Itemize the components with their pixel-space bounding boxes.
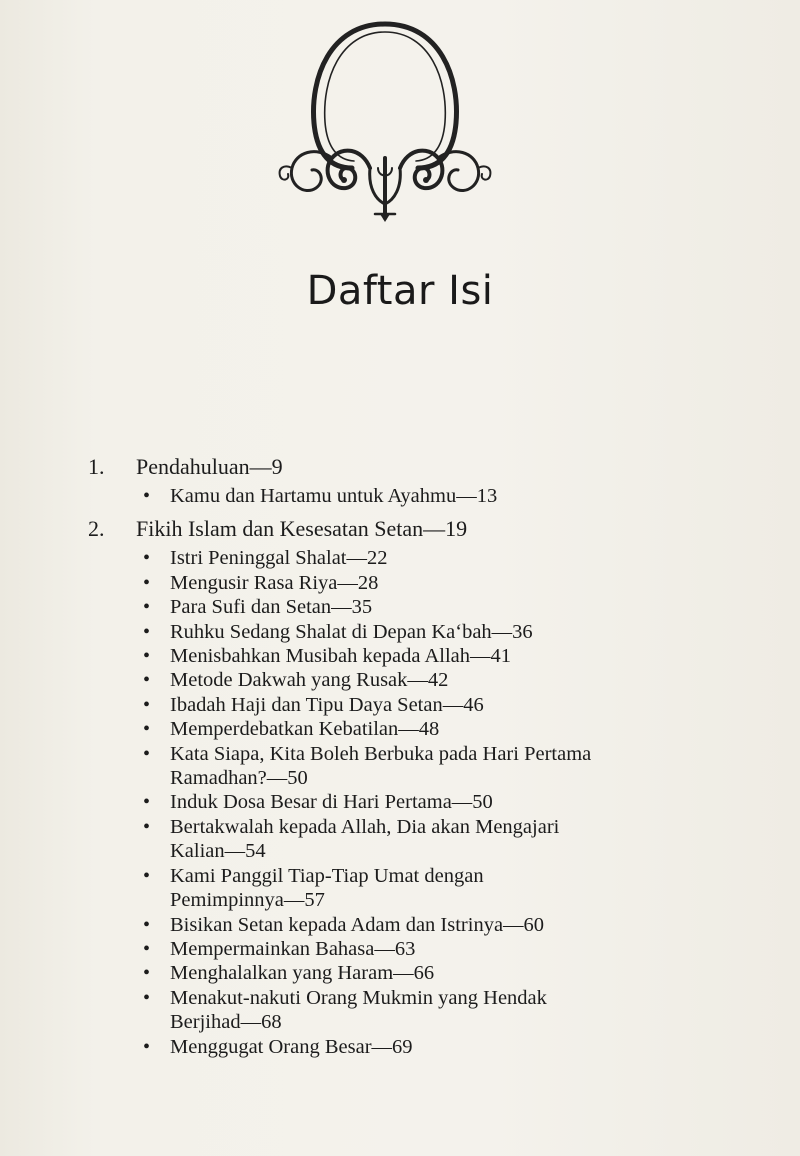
bullet-icon: • [143,485,151,507]
bullet-icon: • [143,962,151,985]
list-item: • Ruhku Sedang Shalat di Depan Ka‘bah—36 [143,620,533,643]
bullet-icon: • [143,815,151,838]
bullet-icon: • [143,937,151,960]
bullet-icon: • [143,986,151,1009]
list-item: • Para Sufi dan Setan—35 [143,596,373,619]
bullet-icon: • [143,913,151,936]
bullet-icon: • [143,742,151,765]
list-item: • Menisbahkan Musibah kepada Allah—41 [143,645,512,668]
list-item: • Bertakwalah kepada Allah, Dia akan Mengajari Kalian—54 [143,815,560,863]
chapter-2 [88,514,768,1059]
bullet-icon: • [143,547,151,570]
list-item: • Kami Panggil Tiap-Tiap Umat dengan Pemimpinnya—57 [143,864,484,912]
bullet-icon: • [143,1035,151,1058]
list-item: • Menakut-nakuti Orang Mukmin yang Hendak Berjihad—68 [143,986,547,1034]
chapter-title: Fikih Islam dan Kesesatan Setan—19 [136,516,468,542]
list-item: • Ibadah Haji dan Tipu Daya Setan—46 [143,693,484,716]
list-item: • Metode Dakwah yang Rusak—42 [143,669,449,692]
list-item: • Mengusir Rasa Riya—28 [143,571,379,594]
chapter-title: Pendahuluan—9 [136,454,283,479]
list-item: • Mempermainkan Bahasa—63 [143,937,416,960]
bullet-icon: • [143,571,151,594]
list-item: • Memperdebatkan Kebatilan—48 [143,718,440,741]
scroll-ornament-icon [270,18,500,223]
list-item: • Menghalalkan yang Haram—66 [143,962,435,985]
page-title: Daftar Isi [306,268,494,314]
list-item: • Menggugat Orang Besar—69 [143,1035,413,1058]
list-item: • Kamu dan Hartamu untuk Ayahmu—13 [143,485,498,507]
list-item: • Induk Dosa Besar di Hari Pertama—50 [143,791,493,814]
chapter-number: 1. [88,454,105,479]
table-of-contents [88,452,768,1065]
list-item: • Istri Peninggal Shalat—22 [143,547,388,570]
bullet-icon: • [143,669,151,692]
chapter-number: 2. [88,516,105,542]
bullet-icon: • [143,864,151,887]
bullet-icon: • [143,645,151,668]
list-item: • Kata Siapa, Kita Boleh Berbuka pada Hari Pertama Ramadhan?—50 [143,742,592,790]
bullet-icon: • [143,596,151,619]
bullet-icon: • [143,791,151,814]
list-item: • Bisikan Setan kepada Adam dan Istrinya—60 [143,913,545,936]
bullet-icon: • [143,620,151,643]
chapter-1 [88,452,768,508]
bullet-icon: • [143,718,151,741]
bullet-icon: • [143,693,151,716]
